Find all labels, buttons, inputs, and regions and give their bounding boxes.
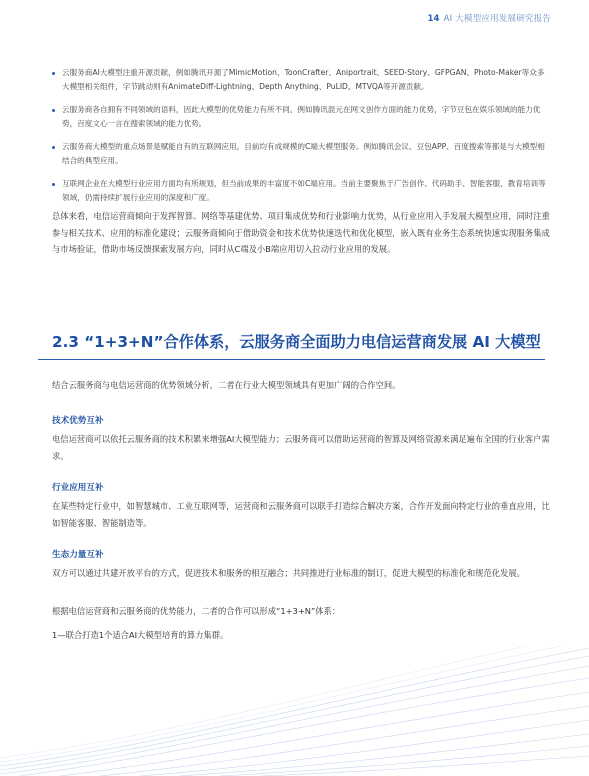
bullet-dot-icon [52, 109, 55, 112]
closing-paragraph: 根据电信运营商和云服务商的优势能力，二者的合作可以形成“1+3+N”体系： [52, 606, 341, 616]
bullet-text: 云服务商各自拥有不同领域的语料，因此大模型的优势能力有所不同。例如腾讯混元在网文创作方面的能力优势，字节豆包在娱乐领域的能力优势，百度文心一言在搜索领域的能力优势。 [62, 105, 541, 128]
subsection-text: 双方可以通过共建开放平台的方式，促进技术和服务的相互融合；共同推进行业标准的制订，促进大模型的标准化和规范化发展。 [52, 568, 525, 578]
bullet-text: 互联网企业在大模型行业应用方面均有所规划，但当前成果的丰富度不如C端应用。当前主要聚焦于广告创作、代码助手、智能客服、教育培训等领域，仍需持续扩展行业应用的深度和广度。 [62, 179, 546, 202]
bullet-list [52, 66, 552, 214]
section-heading [38, 327, 545, 360]
subsection-heading: 行业应用互补 [52, 483, 104, 493]
subsection-text: 电信运营商可以依托云服务商的技术积累来增强AI大模型能力；云服务商可以借助运营商的智算及网络资源来满足遍布全国的行业客户需求。 [52, 434, 550, 461]
bullet-dot-icon [52, 183, 55, 186]
closing-list-item: 1—联合打造1个适合AI大模型培育的算力集群。 [52, 630, 229, 640]
list-item [52, 103, 552, 131]
subsection-heading: 技术优势互补 [52, 416, 104, 426]
section-title: 2.3 “1+3+N”合作体系，云服务商全面助力电信运营商发展 AI 大模型 [52, 333, 541, 351]
bullet-text: 云服务商大模型的重点场景是赋能自有的互联网应用，目前均有成规模的C端大模型服务。例如腾讯会议、豆包APP、百度搜索等都是与大模型相结合的典型应用。 [62, 142, 545, 165]
report-title: AI 大模型应用发展研究报告 [443, 14, 551, 24]
list-item [52, 140, 552, 168]
subsection-text: 在某些特定行业中，如智慧城市、工业互联网等，运营商和云服务商可以联手打造综合解决方案，合作开发面向特定行业的垂直应用，比如智能客服、智能制造等。 [52, 501, 550, 528]
page-header [427, 12, 551, 24]
list-item [52, 177, 552, 205]
bullet-dot-icon [52, 146, 55, 149]
page-number: 14 [427, 14, 440, 24]
bullet-dot-icon [52, 72, 55, 75]
intro-paragraph: 结合云服务商与电信运营商的优势领域分析，二者在行业大模型领域具有更加广阔的合作空间。 [52, 380, 401, 390]
subsection-heading: 生态力量互补 [52, 550, 104, 560]
decorative-wave-lines [0, 646, 589, 776]
summary-paragraph: 总体来看，电信运营商倾向于发挥智算、网络等基建优势、项目集成优势和行业影响力优势，从行业应用入手发展大模型应用，同时注重参与相关技术、应用的标准化建设；云服务商倾向于借助资金和技术优势快速迭代和优化模型，嵌入既有业务生态系统快速实现服务集成与市场验证，借助市场反馈探索发展方向，同时从C端及小B端应用切入拉动行业应用的发展。 [52, 211, 550, 254]
bullet-text: 云服务商AI大模型注重开源贡献，例如腾讯开源了MimicMotion、ToonCrafter、Aniportrait、SEED-Story、GFPGAN、Photo-Maker等众多大模型相关组件，字节跳动则有AnimateDiff-Lightning、Depth Anything、PuLID、MTVQA等开源贡献。 [62, 68, 545, 91]
list-item [52, 66, 552, 94]
